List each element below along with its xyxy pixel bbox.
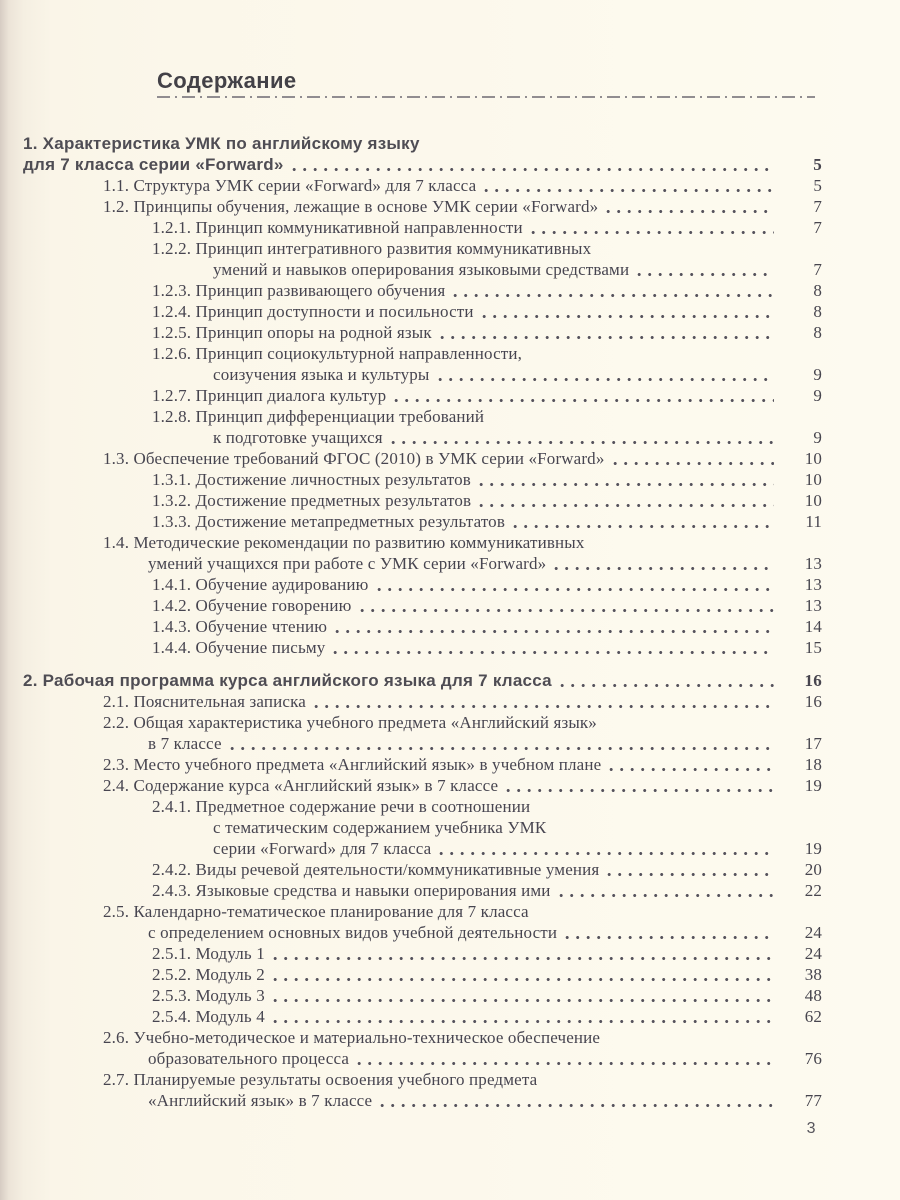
entry-page-number: 13 — [804, 554, 822, 573]
toc-entry-text: 1.3.2. Достижение предметных результатов — [152, 491, 472, 510]
entry-page-number: 9 — [813, 428, 822, 447]
dot-leader — [607, 872, 774, 877]
dot-leader — [565, 935, 774, 940]
toc-entry-text: 1.2.8. Принцип дифференциации требований — [152, 407, 485, 426]
toc-entry-text: 1.2.2. Принцип интегративного развития коммуникативных — [152, 239, 592, 258]
toc-line — [23, 943, 822, 964]
toc-line — [23, 964, 822, 985]
toc-entry-text: 2.3. Место учебного предмета «Английский язык» в учебном плане — [103, 755, 602, 774]
dot-leader — [560, 683, 774, 688]
dot-leader — [292, 167, 774, 172]
dot-leader — [273, 956, 774, 961]
toc-entry-text: 2.2. Общая характеристика учебного предмета «Английский язык» — [103, 713, 597, 732]
dot-leader — [273, 998, 774, 1003]
toc-line — [23, 775, 822, 796]
toc-entry-text: соизучения языка и культуры — [213, 365, 430, 384]
toc-list — [23, 133, 822, 1111]
entry-page-number: 7 — [813, 260, 822, 279]
dot-leader — [391, 440, 774, 445]
toc-line — [23, 343, 822, 364]
entry-page-number: 11 — [805, 512, 822, 531]
dot-leader — [357, 1061, 774, 1066]
toc-line — [23, 196, 822, 217]
toc-entry-text: 1.2.4. Принцип доступности и посильности — [152, 302, 474, 321]
entry-page-number: 8 — [813, 323, 822, 342]
entry-page-number: 77 — [804, 1091, 822, 1110]
dot-leader — [377, 587, 774, 592]
toc-header — [157, 68, 815, 98]
entry-page-number: 13 — [804, 575, 822, 594]
dot-leader — [482, 314, 774, 319]
entry-page-number: 16 — [804, 671, 822, 690]
toc-entry-text: «Английский язык» в 7 классе — [148, 1091, 373, 1110]
entry-page-number: 7 — [813, 218, 822, 237]
entry-page-number: 9 — [813, 365, 822, 384]
dot-leader — [637, 272, 774, 277]
toc-line — [23, 1090, 822, 1111]
toc-entry-text: 1.4.3. Обучение чтению — [152, 617, 328, 636]
dot-leader — [314, 704, 774, 709]
toc-entry-text: 1.4. Методические рекомендации по развитию коммуникативных — [103, 533, 585, 552]
title-dash-rule — [157, 96, 815, 98]
toc-line — [23, 637, 822, 658]
entry-page-number: 5 — [813, 176, 822, 195]
entry-page-number: 20 — [804, 860, 822, 879]
toc-line — [23, 553, 822, 574]
toc-entry-text: 1.3.3. Достижение метапредметных результатов — [152, 512, 506, 531]
toc-entry-text: 1. Характеристика УМК по английскому языку — [23, 134, 420, 153]
toc-entry-text: для 7 класса серии «Forward» — [23, 155, 284, 174]
toc-entry-text: 2.4.1. Предметное содержание речи в соотношении — [152, 797, 531, 816]
toc-entry-text: 1.2.5. Принцип опоры на родной язык — [152, 323, 432, 342]
entry-page-number: 24 — [804, 923, 822, 942]
toc-line — [23, 364, 822, 385]
entry-page-number: 16 — [804, 692, 822, 711]
entry-page-number: 48 — [804, 986, 822, 1005]
toc-line — [23, 595, 822, 616]
entry-page-number: 7 — [813, 197, 822, 216]
toc-entry-text: 1.3.1. Достижение личностных результатов — [152, 470, 471, 489]
toc-entry-text: 2.6. Учебно-методическое и материально-техническое обеспечение — [103, 1028, 601, 1047]
toc-line — [23, 448, 822, 469]
dot-leader — [439, 851, 774, 856]
entry-page-number: 76 — [804, 1049, 822, 1068]
toc-entry-text: к подготовке учащихся — [213, 428, 383, 447]
entry-page-number: 38 — [804, 965, 822, 984]
dot-leader — [453, 293, 774, 298]
entry-page-number: 10 — [804, 449, 822, 468]
page-title: Содержание — [157, 68, 297, 93]
toc-entry-text: 2.1. Пояснительная записка — [103, 692, 306, 711]
toc-entry-text: 1.2.1. Принцип коммуникативной направленности — [152, 218, 523, 237]
toc-line — [23, 985, 822, 1006]
toc-line — [23, 175, 822, 196]
dot-leader — [484, 188, 774, 193]
toc-line — [23, 406, 822, 427]
toc-entry-text: умений и навыков оперирования языковыми средствами — [213, 260, 630, 279]
toc-entry-text: 1.4.1. Обучение аудированию — [152, 575, 369, 594]
toc-line — [23, 238, 822, 259]
entry-page-number: 24 — [804, 944, 822, 963]
toc-entry-text: 1.1. Структура УМК серии «Forward» для 7 класса — [103, 176, 477, 195]
entry-page-number: 15 — [804, 638, 822, 657]
toc-line — [23, 259, 822, 280]
toc-line — [23, 217, 822, 238]
toc-entry-text: 2.4.2. Виды речевой деятельности/коммуникативные умения — [152, 860, 600, 879]
toc-entry-text: 1.4.4. Обучение письму — [152, 638, 326, 657]
toc-line — [23, 532, 822, 553]
toc-entry-text: 2.5.1. Модуль 1 — [152, 944, 265, 963]
toc-line — [23, 796, 822, 817]
entry-page-number: 8 — [813, 302, 822, 321]
dot-leader — [609, 767, 774, 772]
dot-leader — [506, 788, 774, 793]
entry-page-number: 62 — [804, 1007, 822, 1026]
dot-leader — [438, 377, 774, 382]
toc-entry-text: с определением основных видов учебной деятельности — [148, 923, 558, 942]
dot-leader — [333, 650, 774, 655]
toc-line — [23, 922, 822, 943]
toc-line — [23, 427, 822, 448]
toc-line — [23, 838, 822, 859]
dot-leader — [394, 398, 774, 403]
entry-page-number: 22 — [804, 881, 822, 900]
toc-entry-text: серии «Forward» для 7 класса — [213, 839, 432, 858]
entry-page-number: 19 — [804, 776, 822, 795]
toc-line — [23, 301, 822, 322]
folio-page-number: 3 — [806, 1120, 816, 1137]
toc-line — [23, 574, 822, 595]
toc-entry-text: 2.5.2. Модуль 2 — [152, 965, 265, 984]
toc-line — [23, 511, 822, 532]
toc-line — [23, 385, 822, 406]
toc-line — [23, 712, 822, 733]
toc-line — [23, 469, 822, 490]
toc-entry-text: образовательного процесса — [148, 1049, 350, 1068]
toc-line — [23, 733, 822, 754]
dot-leader — [513, 524, 774, 529]
entry-page-number: 10 — [804, 470, 822, 489]
toc-line — [23, 901, 822, 922]
entry-page-number: 14 — [804, 617, 822, 636]
toc-line — [23, 133, 822, 154]
dot-leader — [613, 461, 775, 466]
toc-line — [23, 754, 822, 775]
toc-line — [23, 616, 822, 637]
toc-entry-text: 1.2.6. Принцип социокультурной направленности, — [152, 344, 523, 363]
dot-leader — [273, 977, 774, 982]
toc-entry-text: умений учащихся при работе с УМК серии «Forward» — [148, 554, 547, 573]
toc-line — [23, 154, 822, 175]
toc-entry-text: 1.2. Принципы обучения, лежащие в основе УМК серии «Forward» — [103, 197, 599, 216]
toc-entry-text: 2.5. Календарно-тематическое планирование для 7 класса — [103, 902, 529, 921]
toc-line — [23, 322, 822, 343]
dot-leader — [230, 746, 774, 751]
dot-leader — [554, 566, 774, 571]
toc-line — [23, 490, 822, 511]
dot-leader — [273, 1019, 774, 1024]
dot-leader — [440, 335, 774, 340]
toc-entry-text: в 7 классе — [148, 734, 222, 753]
dot-leader — [559, 893, 774, 898]
dot-leader — [335, 629, 774, 634]
toc-entry-text: 2.7. Планируемые результаты освоения учебного предмета — [103, 1070, 538, 1089]
entry-page-number: 13 — [804, 596, 822, 615]
toc-entry-text: 2. Рабочая программа курса английского языка для 7 класса — [23, 671, 552, 690]
toc-line — [23, 817, 822, 838]
entry-page-number: 19 — [804, 839, 822, 858]
toc-line — [23, 1027, 822, 1048]
toc-entry-text: с тематическим содержанием учебника УМК — [213, 818, 547, 837]
toc-line — [23, 280, 822, 301]
dot-leader — [531, 230, 774, 235]
entry-page-number: 5 — [813, 155, 822, 174]
toc-entry-text: 2.5.4. Модуль 4 — [152, 1007, 265, 1026]
dot-leader — [606, 209, 774, 214]
toc-entry-text: 2.4.3. Языковые средства и навыки оперирования ими — [152, 881, 551, 900]
toc-line — [23, 670, 822, 691]
dot-leader — [479, 503, 774, 508]
entry-page-number: 10 — [804, 491, 822, 510]
toc-line — [23, 691, 822, 712]
entry-page-number: 8 — [813, 281, 822, 300]
toc-line — [23, 1048, 822, 1069]
toc-entry-text: 2.4. Содержание курса «Английский язык» в 7 классе — [103, 776, 499, 795]
toc-line — [23, 859, 822, 880]
toc-entry-text: 1.4.2. Обучение говорению — [152, 596, 352, 615]
entry-page-number: 18 — [804, 755, 822, 774]
toc-line — [23, 1006, 822, 1027]
entry-page-number: 17 — [804, 734, 822, 753]
dot-leader — [380, 1103, 774, 1108]
toc-entry-text: 2.5.3. Модуль 3 — [152, 986, 265, 1005]
toc-line — [23, 880, 822, 901]
entry-page-number: 9 — [813, 386, 822, 405]
toc-entry-text: 1.2.3. Принцип развивающего обучения — [152, 281, 446, 300]
toc-entry-text: 1.3. Обеспечение требований ФГОС (2010) в УМК серии «Forward» — [103, 449, 605, 468]
dot-leader — [479, 482, 774, 487]
toc-entry-text: 1.2.7. Принцип диалога культур — [152, 386, 387, 405]
dot-leader — [360, 608, 774, 613]
toc-line — [23, 1069, 822, 1090]
